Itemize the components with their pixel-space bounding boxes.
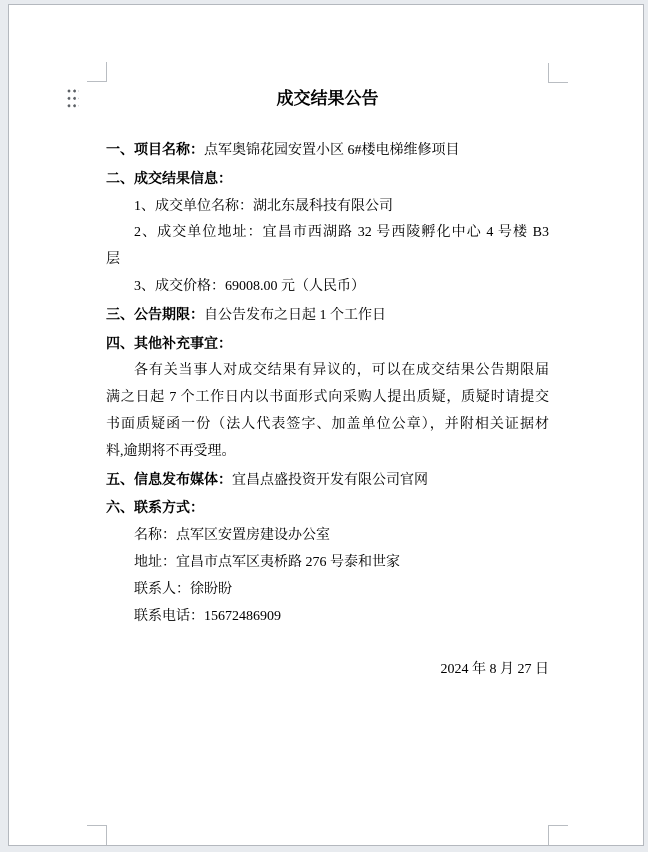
document-page — [8, 4, 644, 846]
doc-line[interactable] — [106, 550, 549, 577]
doc-line[interactable] — [106, 136, 549, 165]
doc-line[interactable] — [106, 165, 549, 194]
doc-line[interactable] — [106, 494, 549, 523]
margin-mark-top-left-icon — [87, 62, 107, 82]
doc-line[interactable] — [106, 523, 549, 550]
margin-mark-bottom-right-icon — [548, 825, 568, 845]
text-run: 满之日起 7 个工作日内以书面形式向采购人提出质疑，质疑时请提交 — [106, 390, 549, 406]
doc-line[interactable] — [106, 358, 549, 385]
doc-line[interactable] — [106, 247, 549, 274]
text-run: 自公告发布之日起 1 个工作日 — [204, 307, 386, 323]
doc-line[interactable] — [106, 439, 549, 466]
doc-line[interactable] — [106, 412, 549, 439]
doc-line[interactable] — [106, 194, 549, 221]
margin-mark-top-right-icon — [548, 63, 568, 83]
text-run: 1、成交单位名称：湖北东晟科技有限公司 — [134, 198, 393, 214]
document-text-area — [106, 81, 549, 684]
text-run: 宜昌点盛投资开发有限公司官网 — [232, 472, 428, 488]
margin-mark-bottom-left-icon — [87, 825, 107, 845]
text-run: 点军奥锦花园安置小区 6#楼电梯维修项目 — [204, 143, 460, 158]
text-run: 书面质疑函一份（法人代表签字、加盖单位公章），并附相关证据材 — [106, 416, 549, 432]
date-line[interactable] — [106, 657, 549, 684]
text-run: 名称：点军区安置房建设办公室 — [134, 528, 330, 544]
heading-label: 五、信息发布媒体： — [106, 470, 232, 487]
doc-line[interactable] — [106, 274, 549, 301]
text-run: 层 — [106, 252, 120, 268]
doc-line[interactable] — [106, 220, 549, 247]
text-run: 联系人：徐盼盼 — [134, 581, 232, 597]
heading-label: 一、项目名称： — [106, 141, 204, 157]
doc-line[interactable] — [106, 604, 549, 631]
heading-label: 六、联系方式： — [106, 499, 204, 516]
paragraph-drag-handle-icon[interactable] — [67, 89, 79, 111]
doc-line[interactable] — [106, 330, 549, 359]
heading-label: 三、公告期限： — [106, 305, 204, 322]
doc-line[interactable] — [106, 301, 549, 330]
text-run: 各有关当事人对成交结果有异议的，可以在成交结果公告期限届 — [134, 363, 549, 379]
text-run: 3、成交价格：69008.00 元（人民币） — [134, 278, 365, 294]
doc-line[interactable] — [106, 385, 549, 412]
document-body — [106, 136, 549, 684]
text-run: 地址：宜昌市点军区夷桥路 276 号泰和世家 — [134, 554, 400, 570]
doc-line[interactable] — [106, 466, 549, 495]
text-run: 料,逾期将不再受理。 — [106, 443, 236, 459]
blank-line[interactable] — [106, 630, 549, 657]
document-title[interactable]: 成交结果公告 — [276, 89, 379, 108]
heading-label: 四、其他补充事宜： — [106, 334, 232, 351]
text-run: 2、成交单位地址：宜昌市西湖路 32 号西陵孵化中心 4 号楼 B3 — [134, 225, 549, 241]
doc-line[interactable] — [106, 577, 549, 604]
text-run: 联系电话：15672486909 — [134, 608, 281, 624]
text-run: 2024 年 8 月 27 日 — [440, 662, 549, 678]
heading-label: 二、成交结果信息： — [106, 169, 232, 186]
